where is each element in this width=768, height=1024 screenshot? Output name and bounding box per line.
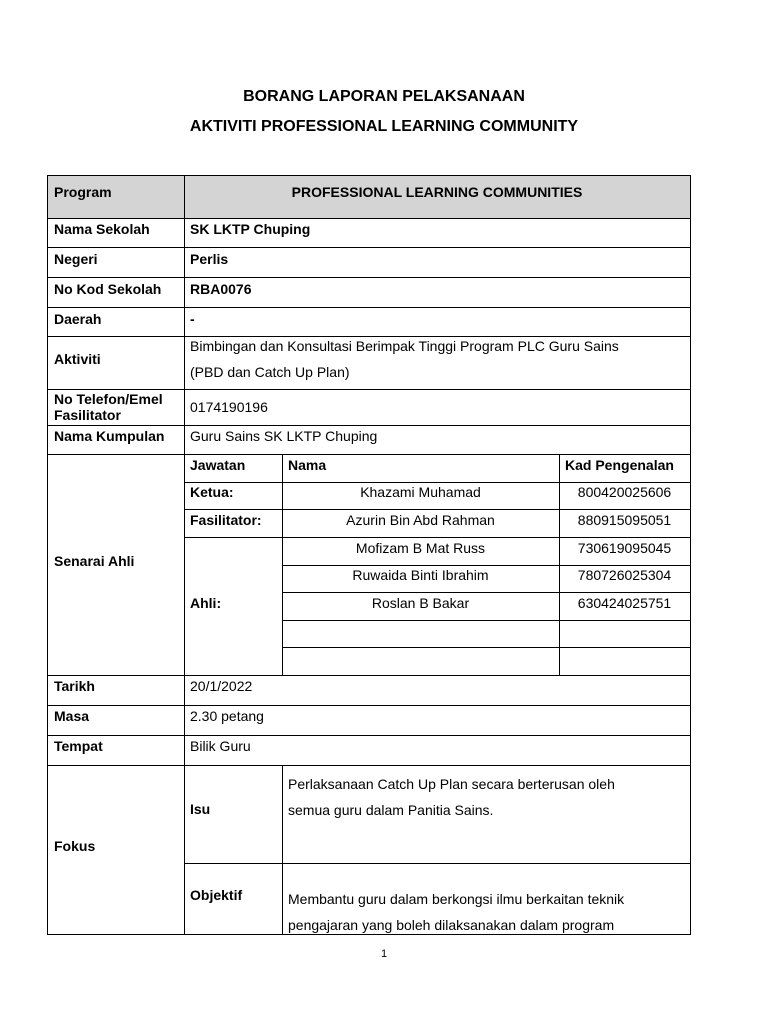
isu-label: Isu — [190, 801, 211, 817]
ahli-label: Ahli: — [190, 595, 222, 611]
program-label: Program — [54, 184, 112, 200]
fokus-label: Fokus — [54, 838, 96, 854]
tempat-value: Bilik Guru — [190, 738, 251, 754]
aktiviti-value-line2: (PBD dan Catch Up Plan) — [190, 364, 350, 380]
nama-sekolah-label: Nama Sekolah — [54, 221, 150, 237]
objektif-value-line2: pengajaran yang boleh dilaksanakan dalam program — [288, 917, 615, 933]
telefon-label-line1: No Telefon/Emel — [54, 391, 163, 407]
kad-pengenalan-header: Kad Pengenalan — [565, 457, 674, 473]
aktiviti-label: Aktiviti — [54, 351, 101, 367]
aktiviti-value-line1: Bimbingan dan Konsultasi Berimpak Tinggi Program PLC Guru Sains — [190, 338, 619, 354]
member-kad: 730619095045 — [577, 540, 672, 556]
telefon-label-line2: Fasilitator — [54, 407, 121, 423]
member-nama: Roslan B Bakar — [371, 595, 470, 611]
page-number: 1 — [380, 948, 388, 960]
masa-value: 2.30 petang — [190, 708, 264, 724]
tarikh-label: Tarikh — [54, 678, 95, 694]
member-nama: Khazami Muhamad — [360, 484, 481, 500]
isu-value-line2: semua guru dalam Panitia Sains. — [288, 802, 494, 818]
member-kad: 800420025606 — [577, 484, 672, 500]
nama-sekolah-value: SK LKTP Chuping — [190, 221, 311, 237]
member-nama: Azurin Bin Abd Rahman — [346, 512, 495, 528]
ketua-label: Ketua: — [190, 484, 234, 500]
tempat-label: Tempat — [54, 738, 103, 754]
objektif-value-line1: Membantu guru dalam berkongsi ilmu berkaitan teknik — [288, 891, 625, 907]
program-value: PROFESSIONAL LEARNING COMMUNITIES — [291, 184, 583, 200]
jawatan-header: Jawatan — [190, 457, 246, 473]
member-kad: 880915095051 — [577, 512, 672, 528]
daerah-label: Daerah — [54, 311, 102, 327]
objektif-label: Objektif — [190, 887, 243, 903]
member-nama: Mofizam B Mat Russ — [355, 540, 486, 556]
member-kad: 780726025304 — [577, 567, 672, 583]
isu-value-line1: Perlaksanaan Catch Up Plan secara berterusan oleh — [288, 776, 615, 792]
masa-label: Masa — [54, 708, 90, 724]
form-title-line1: BORANG LAPORAN PELAKSANAAN — [243, 88, 525, 105]
member-nama: Ruwaida Binti Ibrahim — [352, 567, 489, 583]
form-title-line2: AKTIVITI PROFESSIONAL LEARNING COMMUNITY — [189, 118, 579, 135]
tarikh-value: 20/1/2022 — [190, 678, 253, 694]
daerah-value: - — [190, 311, 195, 327]
nama-kumpulan-value: Guru Sains SK LKTP Chuping — [190, 428, 378, 444]
member-kad: 630424025751 — [577, 595, 672, 611]
senarai-ahli-label: Senarai Ahli — [54, 553, 135, 569]
telefon-value: 0174190196 — [190, 399, 268, 415]
kod-sekolah-label: No Kod Sekolah — [54, 281, 162, 297]
nama-header: Nama — [288, 457, 327, 473]
negeri-value: Perlis — [190, 251, 229, 267]
nama-kumpulan-label: Nama Kumpulan — [54, 428, 165, 444]
kod-sekolah-value: RBA0076 — [190, 281, 252, 297]
fasilitator-label: Fasilitator: — [190, 512, 262, 528]
negeri-label: Negeri — [54, 251, 98, 267]
